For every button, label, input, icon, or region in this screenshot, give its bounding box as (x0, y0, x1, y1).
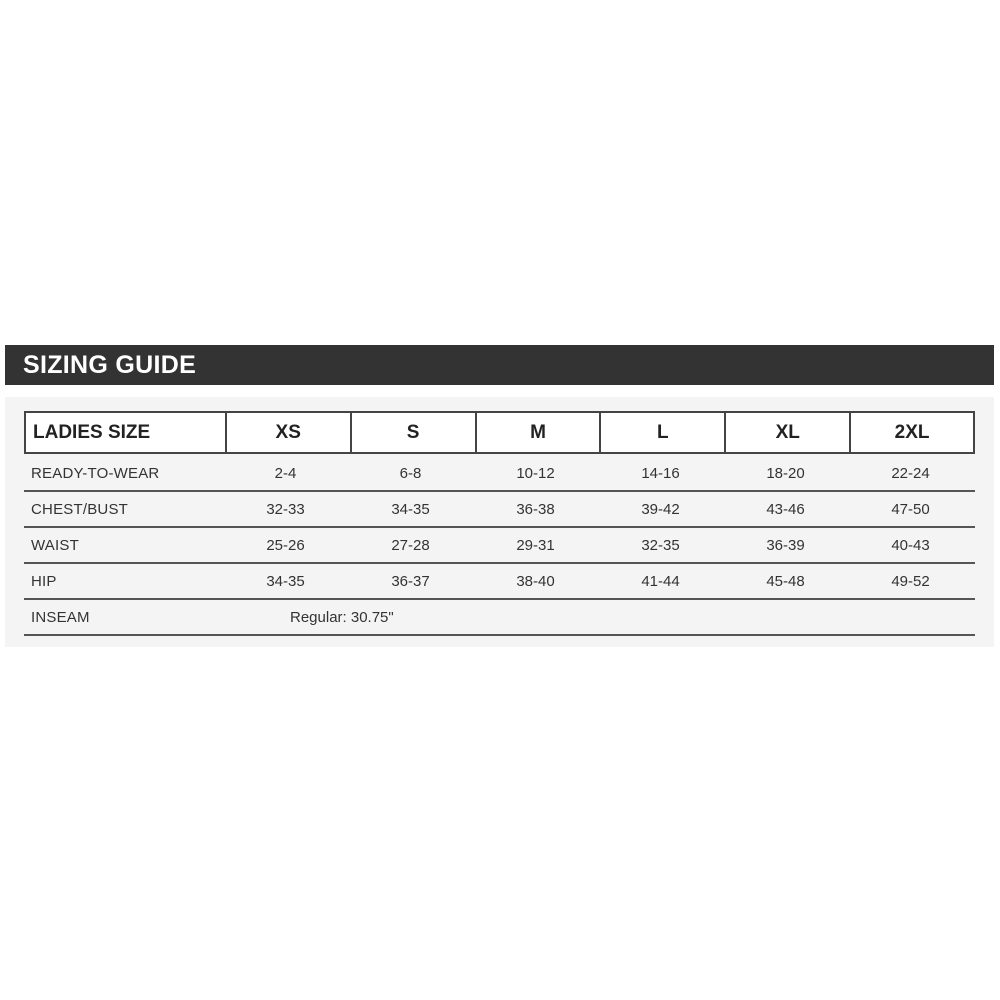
table-cell: 27-28 (391, 536, 430, 554)
table-cell: 32-33 (266, 500, 305, 518)
sizing-guide-title: SIZING GUIDE (23, 351, 197, 379)
row-label: INSEAM (31, 608, 90, 626)
sizing-guide-header-bar (5, 345, 994, 385)
table-cell: 47-50 (891, 500, 930, 518)
table-cell: 22-24 (891, 464, 930, 482)
table-cell: 2-4 (274, 464, 297, 482)
table-cell: 36-39 (766, 536, 805, 554)
table-cell: 25-26 (266, 536, 305, 554)
table-cell: 45-48 (766, 572, 805, 590)
row-label: WAIST (31, 536, 79, 554)
table-cell: 40-43 (891, 536, 930, 554)
table-cell: 34-35 (266, 572, 305, 590)
table-cell: 18-20 (766, 464, 805, 482)
ladies-size-header: LADIES SIZE (33, 421, 151, 443)
table-row-hip (24, 564, 975, 600)
table-cell: 6-8 (399, 464, 422, 482)
table-cell: 34-35 (391, 500, 430, 518)
table-cell: 36-37 (391, 572, 430, 590)
size-header-xl: XL (724, 413, 849, 452)
row-label: CHEST/BUST (31, 500, 129, 518)
row-label: READY-TO-WEAR (31, 464, 160, 482)
table-cell: 14-16 (641, 464, 680, 482)
table-cell: 10-12 (516, 464, 555, 482)
size-header-xs: XS (225, 413, 350, 452)
row-label: HIP (31, 572, 57, 590)
size-header-l: L (599, 413, 724, 452)
table-cell: 41-44 (641, 572, 680, 590)
table-row-inseam (24, 600, 975, 636)
size-header-row (24, 411, 975, 454)
table-cell: 32-35 (641, 536, 680, 554)
table-cell: 38-40 (516, 572, 555, 590)
table-cell: 39-42 (641, 500, 680, 518)
table-row-ready-to-wear (24, 456, 975, 492)
table-cell: 43-46 (766, 500, 805, 518)
table-cell: 36-38 (516, 500, 555, 518)
table-row-chest-bust (24, 492, 975, 528)
size-header-s: S (350, 413, 475, 452)
table-cell: 49-52 (891, 572, 930, 590)
inseam-note: Regular: 30.75" (290, 608, 394, 626)
table-row-waist (24, 528, 975, 564)
table-cell: 29-31 (516, 536, 555, 554)
size-header-m: M (475, 413, 600, 452)
sizing-table-body (24, 456, 975, 636)
size-header-2xl: 2XL (849, 413, 973, 452)
